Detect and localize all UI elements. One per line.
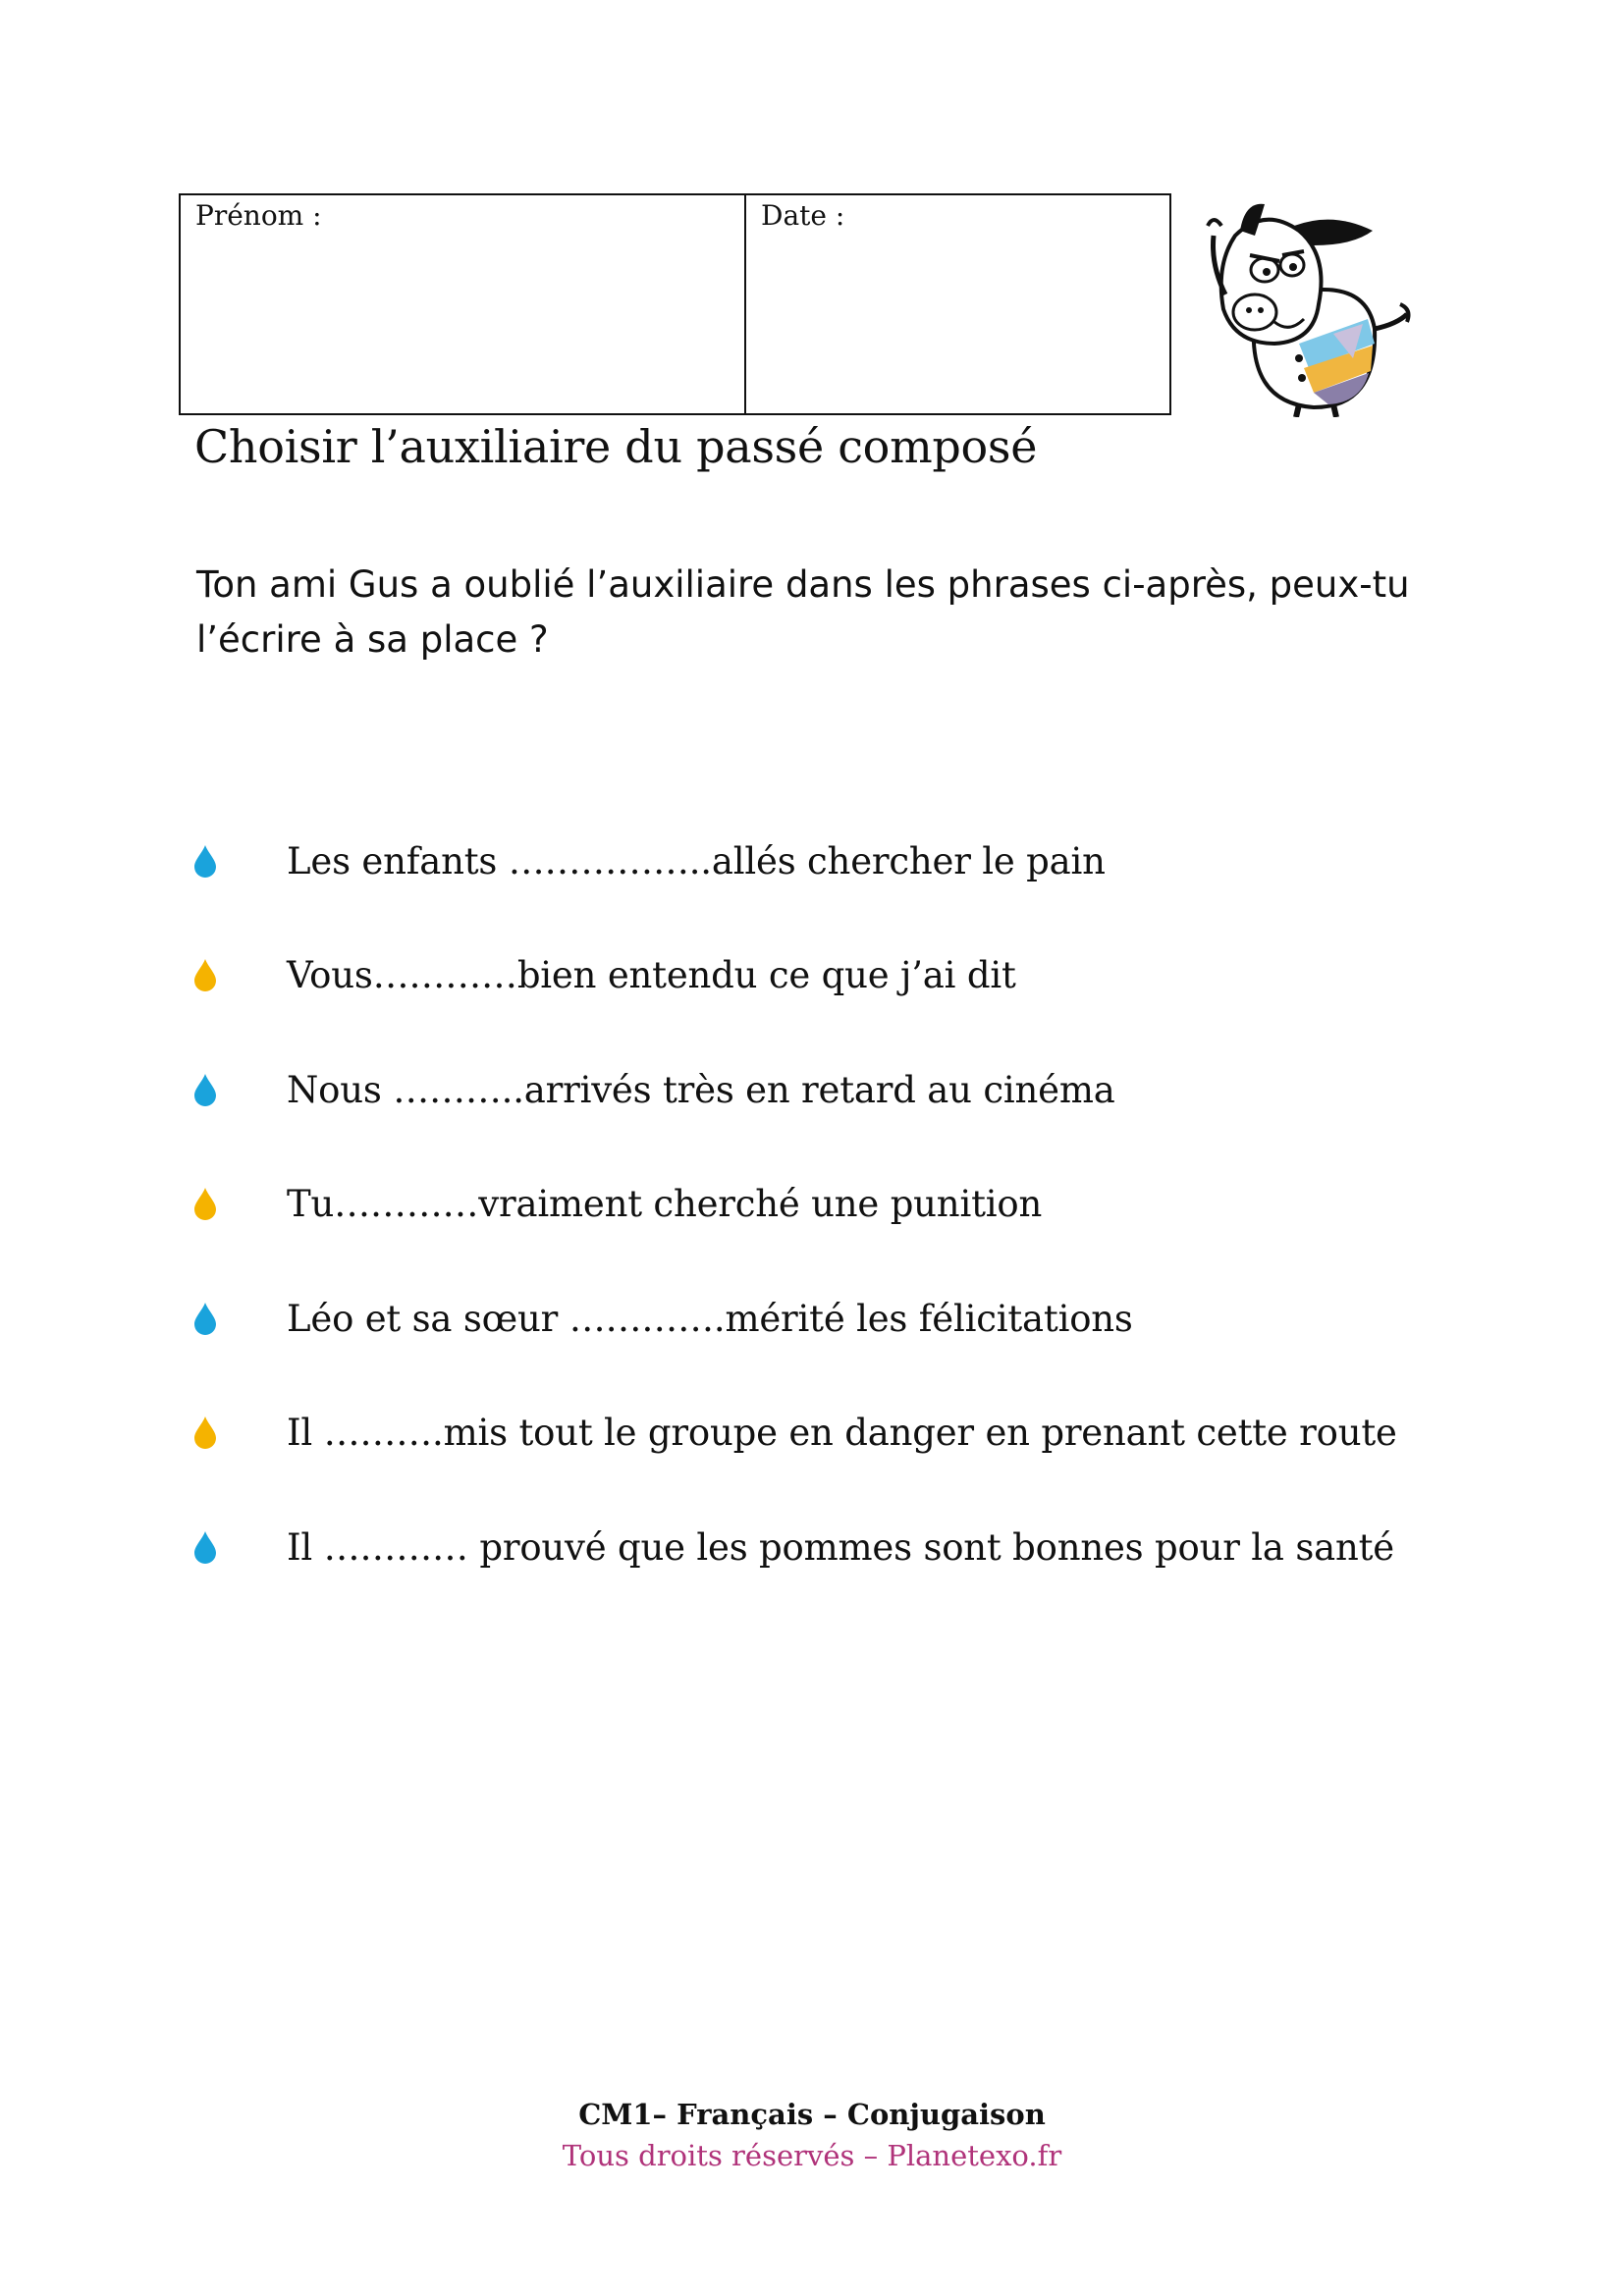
- exercise-sentence: Tu…………vraiment cherché une punition: [287, 1182, 1043, 1225]
- sheep-mascot-icon: [1206, 196, 1412, 417]
- footer-rights: Tous droits réservés – Planetexo.fr: [562, 2139, 1062, 2172]
- exercise-item: [192, 1174, 1042, 1233]
- exercise-item: [192, 831, 1106, 890]
- exercise-sentence: Il ………… prouvé que les pommes sont bonnes pour la santé: [287, 1525, 1394, 1569]
- date-label: Date :: [761, 199, 845, 232]
- prenom-label: Prénom :: [195, 199, 322, 232]
- exercise-sentence: Les enfants ……………..allés chercher le pain: [287, 839, 1106, 882]
- prenom-field[interactable]: [181, 195, 746, 413]
- date-field[interactable]: [746, 195, 1169, 413]
- exercise-item: [192, 1289, 1133, 1348]
- drop-bullet-icon: [192, 1073, 218, 1106]
- instructions-text: Ton ami Gus a oublié l’auxiliaire dans les phrases ci-après, peux-tu l’écrire à sa place ?: [196, 563, 1410, 661]
- exercise-item: [192, 945, 1016, 1004]
- drop-bullet-icon: [192, 1187, 218, 1220]
- drop-bullet-icon: [192, 1415, 218, 1449]
- drop-bullet-icon: [192, 844, 218, 878]
- drop-bullet-icon: [192, 1530, 218, 1564]
- exercise-item: [192, 1518, 1394, 1576]
- exercise-sentence: Il ……….mis tout le groupe en danger en prenant cette route: [287, 1411, 1397, 1454]
- exercise-sentence: Léo et sa sœur ………….mérité les félicitations: [287, 1297, 1133, 1340]
- exercise-item: [192, 1060, 1115, 1119]
- drop-bullet-icon: [192, 958, 218, 991]
- exercise-item: [192, 1403, 1397, 1462]
- page-title: Choisir l’auxiliaire du passé composé: [194, 420, 1038, 473]
- exercise-sentence: Vous…………bien entendu ce que j’ai dit: [287, 953, 1016, 996]
- exercise-sentence: Nous ………..arrivés très en retard au cinéma: [287, 1068, 1115, 1111]
- student-info-box: [179, 193, 1171, 415]
- drop-bullet-icon: [192, 1302, 218, 1335]
- footer-subject: CM1– Français – Conjugaison: [578, 2098, 1046, 2131]
